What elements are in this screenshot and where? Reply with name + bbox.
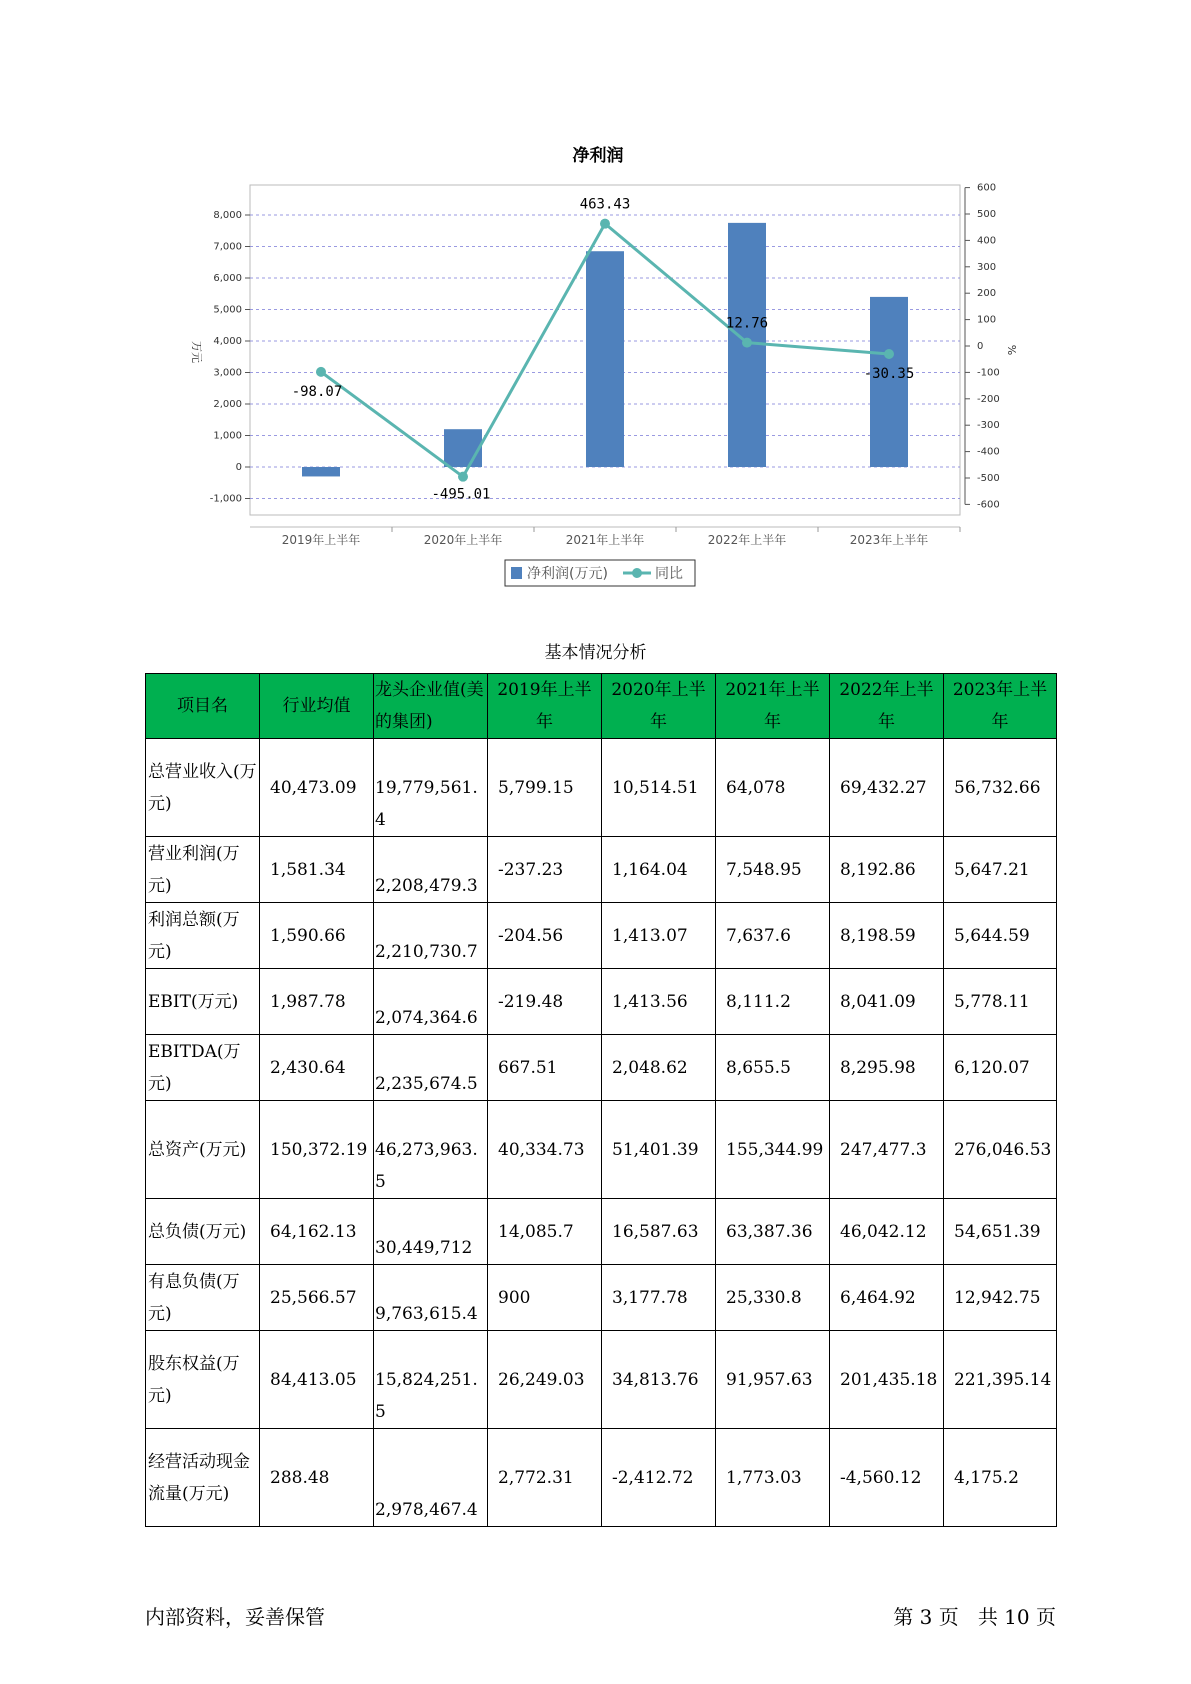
table-row — [146, 969, 1057, 1035]
table-cell: 2,074,364.6 — [374, 969, 488, 1035]
row-item-name: 总资产(万元) — [146, 1101, 260, 1199]
table-cell: 10,514.51 — [602, 739, 716, 837]
header-leader-value: 龙头企业值(美的集团) — [374, 674, 488, 739]
row-item-name: 利润总额(万元) — [146, 903, 260, 969]
table-cell: 26,249.03 — [488, 1331, 602, 1429]
yoy-point — [600, 219, 610, 229]
table-cell: 1,590.66 — [260, 903, 374, 969]
x-category-label: 2023年上半年 — [849, 533, 929, 547]
table-cell: 1,413.56 — [602, 969, 716, 1035]
table-cell: 2,772.31 — [488, 1429, 602, 1527]
left-axis-unit: 万元 — [190, 341, 203, 363]
row-item-name: 营业利润(万元) — [146, 837, 260, 903]
yoy-point — [742, 338, 752, 348]
left-tick-label: 4,000 — [213, 336, 242, 347]
row-item-name: 股东权益(万元) — [146, 1331, 260, 1429]
right-axis-unit: % — [1005, 344, 1018, 356]
table-cell: 7,548.95 — [716, 837, 830, 903]
net-profit-chart — [0, 0, 1191, 600]
table-row — [146, 1331, 1057, 1429]
table-cell: 1,581.34 — [260, 837, 374, 903]
table-cell: -204.56 — [488, 903, 602, 969]
table-cell: 5,799.15 — [488, 739, 602, 837]
right-tick-label: -500 — [977, 473, 1000, 484]
table-cell: 9,763,615.4 — [374, 1265, 488, 1331]
table-cell: 15,824,251.5 — [374, 1331, 488, 1429]
table-row — [146, 837, 1057, 903]
table-cell: -219.48 — [488, 969, 602, 1035]
x-category-label: 2020年上半年 — [423, 533, 503, 547]
yoy-data-label: 12.76 — [725, 315, 769, 332]
table-cell: 12,942.75 — [944, 1265, 1057, 1331]
header-2022h1: 2022年上半年 — [830, 674, 944, 739]
chart-title: 净利润 — [572, 146, 624, 166]
table-cell: 201,435.18 — [830, 1331, 944, 1429]
right-tick-label: -200 — [977, 393, 1000, 405]
table-cell: 288.48 — [260, 1429, 374, 1527]
left-tick-label: -1,000 — [209, 493, 242, 505]
net-profit-bar — [586, 251, 624, 467]
table-cell: 40,473.09 — [260, 739, 374, 837]
table-cell: 16,587.63 — [602, 1199, 716, 1265]
table-cell: 155,344.99 — [716, 1101, 830, 1199]
table-cell: 1,773.03 — [716, 1429, 830, 1527]
table-cell: 6,464.92 — [830, 1265, 944, 1331]
table-cell: 14,085.7 — [488, 1199, 602, 1265]
table-cell: 2,430.64 — [260, 1035, 374, 1101]
row-item-name: EBITDA(万元) — [146, 1035, 260, 1101]
table-cell: 25,330.8 — [716, 1265, 830, 1331]
net-profit-bar — [302, 467, 340, 476]
table-cell: 3,177.78 — [602, 1265, 716, 1331]
table-cell: 7,637.6 — [716, 903, 830, 969]
table-cell: 1,164.04 — [602, 837, 716, 903]
left-tick-label: 7,000 — [213, 241, 242, 253]
right-tick-label: -600 — [977, 499, 1000, 511]
legend-line-marker — [632, 568, 642, 578]
table-cell: 30,449,712 — [374, 1199, 488, 1265]
table-row — [146, 1429, 1057, 1527]
table-cell: 5,778.11 — [944, 969, 1057, 1035]
table-cell: 8,198.59 — [830, 903, 944, 969]
table-cell: -2,412.72 — [602, 1429, 716, 1527]
table-cell: -237.23 — [488, 837, 602, 903]
right-tick-label: -400 — [977, 446, 1000, 458]
table-cell: 8,041.09 — [830, 969, 944, 1035]
table-row — [146, 1265, 1057, 1331]
table-cell: 150,372.19 — [260, 1101, 374, 1199]
row-item-name: 总负债(万元) — [146, 1199, 260, 1265]
table-cell: 5,647.21 — [944, 837, 1057, 903]
table-cell: 54,651.39 — [944, 1199, 1057, 1265]
table-cell: 8,192.86 — [830, 837, 944, 903]
table-cell: 40,334.73 — [488, 1101, 602, 1199]
basic-analysis-table — [145, 673, 1057, 1527]
right-tick-label: 600 — [977, 182, 997, 194]
left-tick-label: 6,000 — [213, 273, 242, 284]
right-tick-label: 100 — [977, 314, 997, 326]
row-item-name: EBIT(万元) — [146, 969, 260, 1035]
left-tick-label: 8,000 — [213, 210, 242, 221]
header-2020h1: 2020年上半年 — [602, 674, 716, 739]
legend-line-label: 同比 — [655, 566, 683, 582]
table-cell: 56,732.66 — [944, 739, 1057, 837]
x-category-label: 2019年上半年 — [281, 533, 361, 547]
yoy-point — [316, 367, 326, 377]
table-cell: 221,395.14 — [944, 1331, 1057, 1429]
table-cell: 91,957.63 — [716, 1331, 830, 1429]
table-cell: 1,413.07 — [602, 903, 716, 969]
footer-page-number: 第 3 页 共 10 页 — [893, 1605, 1056, 1629]
table-cell: 64,162.13 — [260, 1199, 374, 1265]
row-item-name: 总营业收入(万元) — [146, 739, 260, 837]
table-cell: 8,655.5 — [716, 1035, 830, 1101]
yoy-data-label: -30.35 — [863, 366, 915, 383]
right-tick-label: 0 — [977, 341, 984, 352]
header-item-name: 项目名 — [146, 674, 260, 739]
table-cell: 2,978,467.4 — [374, 1429, 488, 1527]
left-tick-label: 3,000 — [213, 367, 242, 379]
row-item-name: 经营活动现金流量(万元) — [146, 1429, 260, 1527]
header-2019h1: 2019年上半年 — [488, 674, 602, 739]
table-cell: 1,987.78 — [260, 969, 374, 1035]
table-row — [146, 903, 1057, 969]
net-profit-bar — [444, 429, 482, 467]
left-tick-label: 0 — [235, 462, 242, 473]
right-tick-label: 500 — [977, 209, 997, 220]
x-category-label: 2021年上半年 — [565, 533, 645, 547]
table-cell: -4,560.12 — [830, 1429, 944, 1527]
yoy-data-label: -495.01 — [431, 486, 491, 503]
table-cell: 63,387.36 — [716, 1199, 830, 1265]
table-cell: 46,042.12 — [830, 1199, 944, 1265]
table-cell: 51,401.39 — [602, 1101, 716, 1199]
table-cell: 46,273,963.5 — [374, 1101, 488, 1199]
row-item-name: 有息负债(万元) — [146, 1265, 260, 1331]
table-row — [146, 1199, 1057, 1265]
table-cell: 34,813.76 — [602, 1331, 716, 1429]
yoy-point — [458, 472, 468, 482]
yoy-data-label: -98.07 — [291, 383, 343, 400]
table-cell: 667.51 — [488, 1035, 602, 1101]
legend-bar-swatch — [511, 567, 522, 579]
yoy-data-label: 463.43 — [579, 196, 631, 213]
table-cell: 2,235,674.5 — [374, 1035, 488, 1101]
table-cell: 8,111.2 — [716, 969, 830, 1035]
table-cell: 276,046.53 — [944, 1101, 1057, 1199]
table-cell: 247,477.3 — [830, 1101, 944, 1199]
net-profit-chart-svg — [0, 0, 1191, 600]
table-cell: 900 — [488, 1265, 602, 1331]
x-category-label: 2022年上半年 — [707, 533, 787, 547]
footer-confidential: 内部资料，妥善保管 — [145, 1605, 325, 1629]
table-row — [146, 1035, 1057, 1101]
legend-bar-label: 净利润(万元) — [527, 566, 608, 582]
left-tick-label: 2,000 — [213, 399, 242, 410]
yoy-point — [884, 349, 894, 359]
table-cell: 69,432.27 — [830, 739, 944, 837]
table-cell: 64,078 — [716, 739, 830, 837]
table-cell: 6,120.07 — [944, 1035, 1057, 1101]
header-2021h1: 2021年上半年 — [716, 674, 830, 739]
left-tick-label: 5,000 — [213, 304, 242, 316]
right-tick-label: -300 — [977, 420, 1000, 432]
table-cell: 4,175.2 — [944, 1429, 1057, 1527]
table-cell: 2,208,479.3 — [374, 837, 488, 903]
header-2023h1: 2023年上半年 — [944, 674, 1057, 739]
table-header-row — [146, 674, 1057, 739]
table-row — [146, 1101, 1057, 1199]
right-tick-label: -100 — [977, 367, 1000, 379]
table-cell: 2,210,730.7 — [374, 903, 488, 969]
right-tick-label: 400 — [977, 235, 997, 247]
left-tick-label: 1,000 — [213, 430, 242, 442]
table-cell: 5,644.59 — [944, 903, 1057, 969]
table-cell: 2,048.62 — [602, 1035, 716, 1101]
table-cell: 25,566.57 — [260, 1265, 374, 1331]
right-tick-label: 200 — [977, 288, 997, 300]
table-cell: 8,295.98 — [830, 1035, 944, 1101]
table-cell: 19,779,561.4 — [374, 739, 488, 837]
table-cell: 84,413.05 — [260, 1331, 374, 1429]
table-title: 基本情况分析 — [544, 643, 647, 663]
table-row — [146, 739, 1057, 837]
right-tick-label: 300 — [977, 261, 997, 273]
header-industry-avg: 行业均值 — [260, 674, 374, 739]
